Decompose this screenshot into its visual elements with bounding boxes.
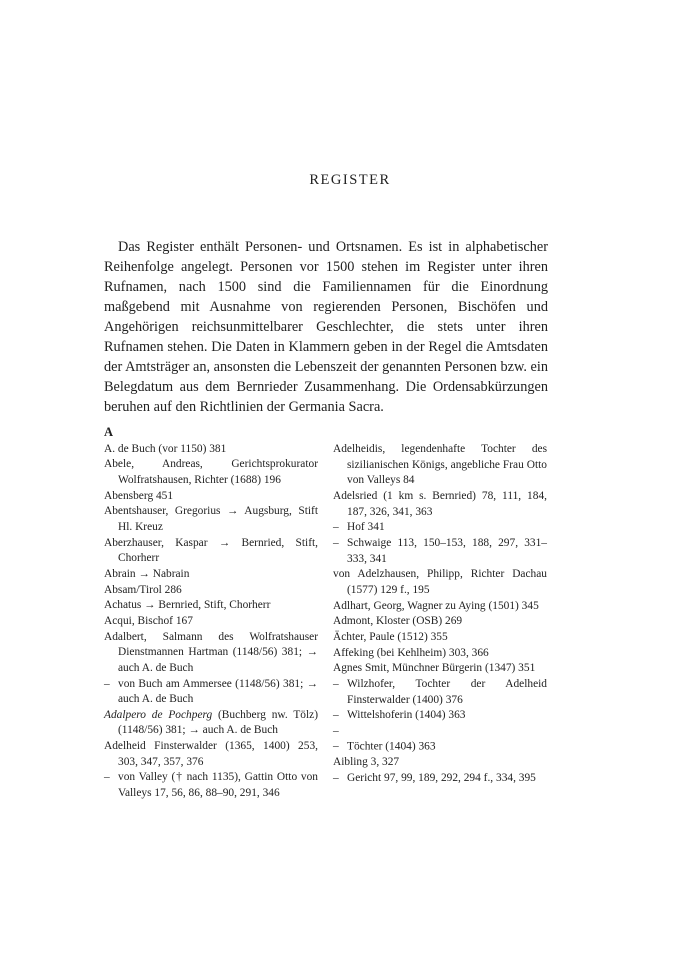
entry-text: von Adelzhausen, Philipp, Richter Dachau (1577) 129 f., 195	[333, 568, 547, 596]
register-entry	[333, 646, 547, 662]
entry-dash: –	[333, 677, 339, 690]
entry-text: Abele, Andreas, Gerichtsprokurator Wolfratshausen, Richter (1688) 196	[104, 458, 318, 486]
register-entry	[333, 708, 547, 724]
register-entry	[104, 567, 318, 583]
entry-dash: –	[333, 709, 339, 722]
entry-text: Abentshauser, Gregorius → Augsburg, Stift Hl. Kreuz	[104, 505, 318, 533]
register-column-left	[104, 425, 318, 802]
entry-text: Adelsried (1 km s. Bernried) 78, 111, 184, 187, 326, 341, 363	[333, 489, 547, 518]
entry-text: Aibling 3, 327	[333, 756, 400, 769]
entry-text: Affeking (bei Kehlheim) 303, 366	[333, 646, 489, 659]
register-entry	[333, 724, 547, 755]
entry-dash: –	[104, 677, 110, 690]
entry-text: Töchter (1404) 363	[347, 740, 436, 753]
entry-text: Adalbert, Salmann des Wolfratshauser Dienstmannen Hartman (1148/56) 381; → auch A. de Buch	[104, 630, 318, 674]
register-entry	[333, 771, 547, 787]
register-column-right	[333, 442, 547, 786]
register-entry	[104, 614, 318, 630]
register-entry	[104, 708, 318, 739]
entry-text: Ächter, Paule (1512) 355	[333, 630, 448, 643]
entry-text: A. de Buch (vor 1150) 381	[104, 442, 227, 455]
entry-text: Hof 341	[347, 521, 385, 534]
entry-text: von Valley († nach 1135), Gattin Otto von Valleys 17, 56, 86, 88–90, 291, 346	[118, 771, 318, 800]
entry-text: Aberzhauser, Kaspar → Bernried, Stift, Chorherr	[104, 536, 318, 565]
entry-text: Adlhart, Georg, Wagner zu Aying (1501) 345	[333, 599, 539, 612]
entry-text: Agnes Smit, Münchner Bürgerin (1347) 351	[333, 662, 536, 675]
register-entry	[104, 536, 318, 567]
entry-text: von Buch am Ammersee (1148/56) 381; → auch A. de Buch	[118, 677, 318, 706]
entry-dash: –	[333, 521, 339, 534]
entry-text: Acqui, Bischof 167	[104, 614, 193, 627]
register-entry	[104, 583, 318, 599]
register-entry	[104, 489, 318, 505]
register-entry	[333, 677, 547, 708]
register-entry	[104, 677, 318, 708]
intro-paragraph: Das Register enthält Personen- und Ortsnamen. Es ist in alphabetischer Reihenfolge angelegt. Personen vor 1500 stehen im Register unter ihren Rufnamen, nach 1500 sind die Familiennamen für die Einordnung maßgebend mit Ausnahme von regierenden Personen, Bischöfen und Angehörigen reichsunmittelbarer Geschlechter, die stets unter ihren Rufnamen stehen. Die Daten in Klammern geben in der Regel die Amtsdaten der Amtsträger an, ansonsten die Lebenszeit der genannten Personen bzw. ein Belegdatum aus dem Bernrieder Zusammenhang. Die Ordensabkürzungen beruhen auf den Richtlinien der Germania Sacra.	[104, 239, 548, 415]
entry-text: Abensberg 451	[104, 489, 174, 502]
entry-text: Wittelshoferin (1404) 363	[347, 709, 466, 722]
entry-italic-name: Adalpero de Pochperg	[104, 708, 213, 721]
entry-text: Schwaige 113, 150–153, 188, 297, 331–333, 341	[347, 536, 547, 565]
register-entry	[104, 457, 318, 488]
register-entry	[104, 630, 318, 677]
register-entry	[333, 536, 547, 567]
register-entry	[333, 599, 547, 615]
register-entry	[104, 504, 318, 535]
register-entry	[104, 770, 318, 801]
register-entry	[333, 489, 547, 520]
entry-text: Adelheidis, legendenhafte Tochter des sizilianischen Königs, angebliche Frau Otto von Valleys 84	[333, 443, 547, 487]
register-entry	[333, 614, 547, 630]
entry-text: Gericht 97, 99, 189, 292, 294 f., 334, 395	[347, 771, 536, 784]
entry-dash: – –	[333, 724, 339, 753]
register-entry	[333, 755, 547, 771]
section-letter: A	[104, 425, 114, 439]
entry-dash: –	[333, 771, 339, 784]
entry-text: (Buchberg nw. Tölz) (1148/56) 381; → auch A. de Buch	[118, 708, 318, 737]
entry-text: Admont, Kloster (OSB) 269	[333, 615, 463, 628]
register-entry	[333, 661, 547, 677]
page-title: REGISTER	[309, 172, 391, 188]
entry-text: Absam/Tirol 286	[104, 583, 182, 596]
register-entry	[333, 630, 547, 646]
register-entry	[104, 739, 318, 770]
entry-text: Abrain → Nabrain	[104, 567, 190, 580]
entry-dash: –	[333, 536, 339, 549]
register-entry	[104, 598, 318, 614]
entry-text: Wilzhofer, Tochter der Adelheid Finsterwalder (1400) 376	[347, 677, 547, 706]
entry-text: Achatus → Bernried, Stift, Chorherr	[104, 599, 271, 612]
register-entry	[104, 442, 318, 458]
entry-text: Adelheid Finsterwalder (1365, 1400) 253, 303, 347, 357, 376	[104, 740, 318, 768]
register-entry	[333, 520, 547, 536]
register-entry	[333, 567, 547, 598]
register-entry	[333, 442, 547, 489]
entry-dash: –	[104, 771, 110, 784]
